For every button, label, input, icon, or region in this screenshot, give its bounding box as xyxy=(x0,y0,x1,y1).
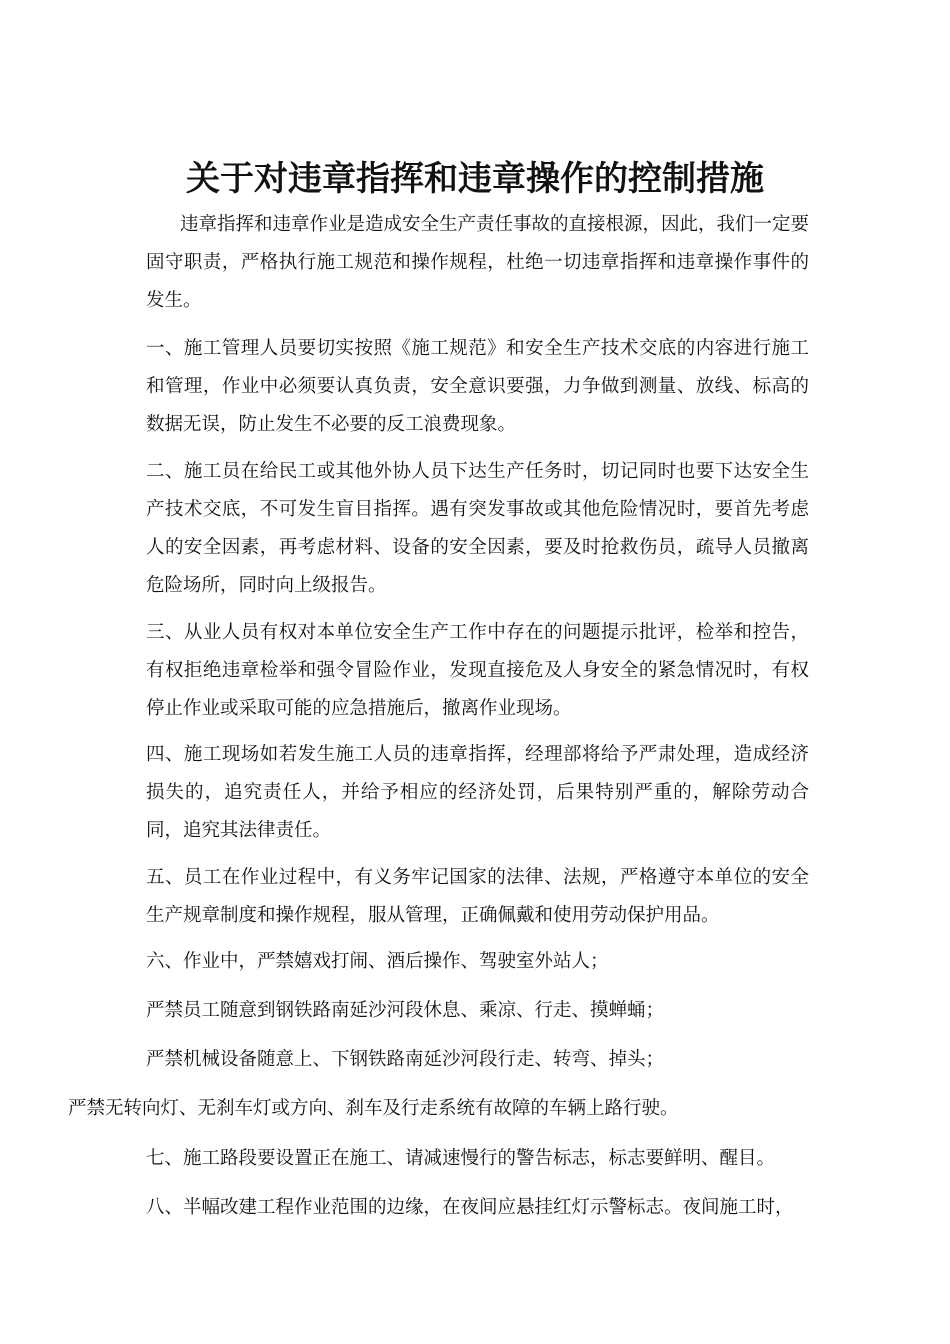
item-6-line-2: 严禁员工随意到钢铁路南延沙河段休息、乘凉、行走、摸蝉蛹； xyxy=(146,1000,665,1021)
item-1-paragraph: 一、施工管理人员要切实按照《施工规范》和安全生产技术交底的内容进行施工和管理，作业中必须要认真负责，安全意识要强，力争做到测量、放线、标高的数据无误，防止发生不必要的反工浪费现象。 xyxy=(146,338,809,435)
item-5-paragraph: 五、员工在作业过程中，有义务牢记国家的法律、法规，严格遵守本单位的安全生产规章制度和操作规程，服从管理，正确佩戴和使用劳动保护用品。 xyxy=(146,867,809,926)
item-6-line-3: 严禁机械设备随意上、下钢铁路南延沙河段行走、转弯、掉头； xyxy=(146,1049,665,1070)
item-4-paragraph: 四、施工现场如若发生施工人员的违章指挥，经理部将给予严肃处理，造成经济损失的，追究责任人，并给予相应的经济处罚，后果特别严重的，解除劳动合同，追究其法律责任。 xyxy=(146,744,809,841)
item-6-line-1: 六、作业中，严禁嬉戏打闹、酒后操作、驾驶室外站人； xyxy=(146,951,609,972)
item-7-line: 七、施工路段要设置正在施工、请减速慢行的警告标志，标志要鲜明、醒目。 xyxy=(146,1148,776,1169)
document-title: 关于对违章指挥和违章操作的控制措施 xyxy=(186,159,764,199)
item-8-line: 八、半幅改建工程作业范围的边缘，在夜间应悬挂红灯示警标志。夜间施工时， xyxy=(146,1197,794,1218)
intro-paragraph: 违章指挥和违章作业是造成安全生产责任事故的直接根源，因此，我们一定要固守职责，严格执行施工规范和操作规程，杜绝一切违章指挥和违章操作事件的发生。 xyxy=(146,214,810,311)
item-2-paragraph: 二、施工员在给民工或其他外协人员下达生产任务时，切记同时也要下达安全生产技术交底，不可发生盲目指挥。遇有突发事故或其他危险情况时，要首先考虑人的安全因素，再考虑材料、设备的安全因素，要及时抢救伤员，疏导人员撤离危险场所，同时向上级报告。 xyxy=(146,461,809,596)
item-3-paragraph: 三、从业人员有权对本单位安全生产工作中存在的问题提示批评，检举和控告，有权拒绝违章检举和强令冒险作业，发现直接危及人身安全的紧急情况时，有权停止作业或采取可能的应急措施后，撤离作业现场。 xyxy=(146,622,809,719)
item-6-line-4: 严禁无转向灯、无刹车灯或方向、刹车及行走系统有故障的车辆上路行驶。 xyxy=(68,1098,679,1119)
